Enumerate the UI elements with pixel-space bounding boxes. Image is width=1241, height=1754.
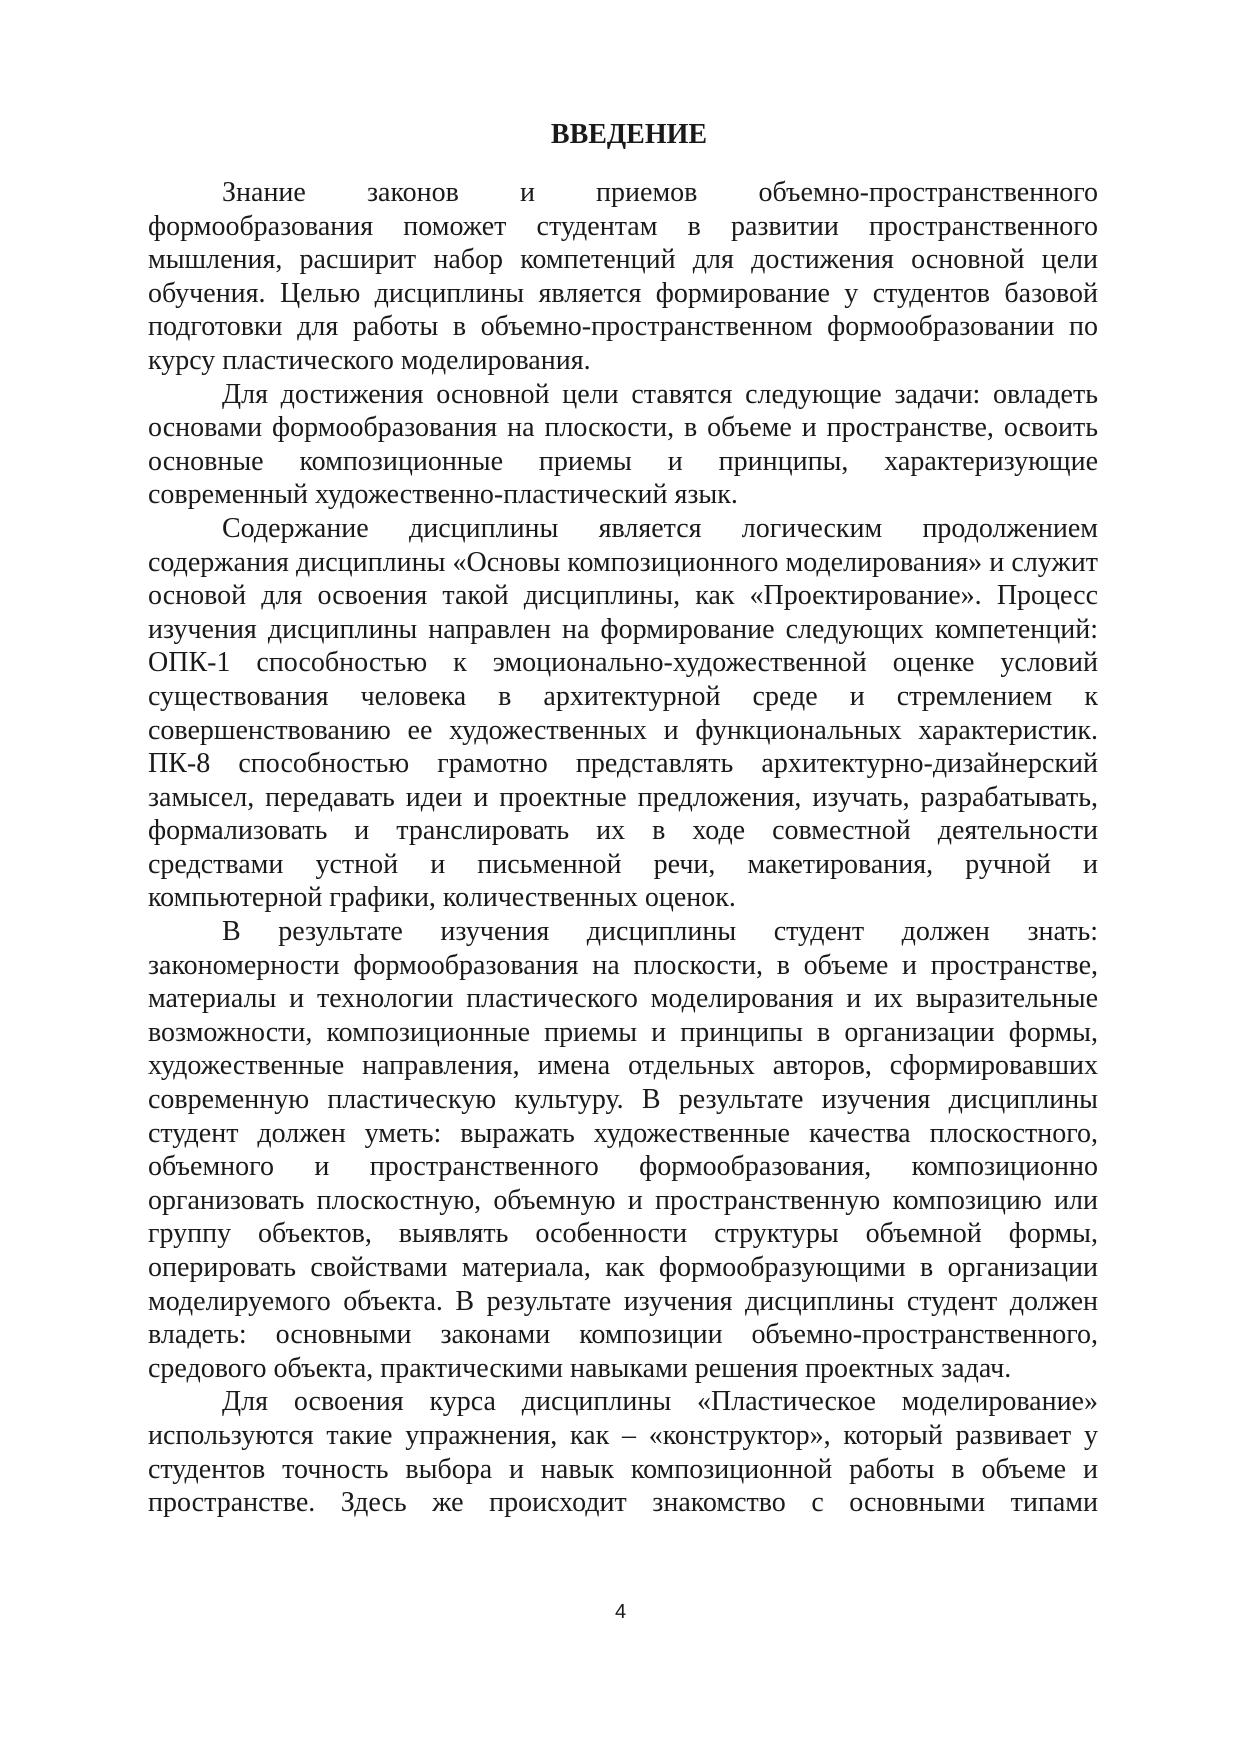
paragraph-tasks: Для достижения основной цели ставятся следующие задачи: овладеть основами формообразования на плоскости, в объеме и пространстве, освоить основные композиционные приемы и принципы, характеризующие современный художественно-пластический язык. — [148, 378, 1098, 511]
paragraph-intro: Знание законов и приемов объемно-пространственного формообразования поможет студентам в развитии пространственного мышления, расширит набор компетенций для достижения основной цели обучения. Целью дисциплины является формирование у студентов базовой подготовки для работы в объемно-пространственном формообразовании по курсу пластического моделирования. — [148, 177, 1098, 376]
page-number: 4 — [614, 1601, 627, 1623]
paragraph-results: В результате изучения дисциплины студент должен знать: закономерности формообразования на плоскости, в объеме и пространстве, материалы и технологии пластического моделирования и их выразительные возможности, композиционные приемы и принципы в организации формы, художественные направления, имена отдельных авторов, сформировавших современную пластическую культуру. В результате изучения дисциплины студент должен уметь: выражать художественные качества плоскостного, объемного и пространственного формообразования, композиционно организовать плоскостную, объемную и пространственную композицию или группу объектов, выявлять особенности структуры объемной формы, оперировать свойствами материала, как формообразующими в организации моделируемого объекта. В результате изучения дисциплины студент должен владеть: основными законами композиции объемно-пространственного, средового объекта, практическими навыками решения проектных задач. — [148, 916, 1098, 1384]
page-body — [148, 118, 1098, 1520]
page-title: ВВЕДЕНИЕ — [550, 119, 708, 150]
paragraph-exercises: Для освоения курса дисциплины «Пластическое моделирование» используются такие упражнения, как – «конструктор», который развивает у студентов точность выбора и навык композиционной работы в объеме и пространстве. Здесь же происходит знакомство с основными типами — [148, 1386, 1098, 1519]
paragraph-content: Содержание дисциплины является логическим продолжением содержания дисциплины «Основы композиционного моделирования» и служит основой для освоения такой дисциплины, как «Проектирование». Процесс изучения дисциплины направлен на формирование следующих компетенций: ОПК-1 способностью к эмоционально-художественной оценке условий существования человека в архитектурной среде и стремлением к совершенствованию ее художественных и функциональных характеристик. ПК-8 способностью грамотно представлять архитектурно-дизайнерский замысел, передавать идеи и проектные предложения, изучать, разрабатывать, формализовать и транслировать их в ходе совместной деятельности средствами устной и письменной речи, макетирования, ручной и компьютерной графики, количественных оценок. — [148, 512, 1098, 914]
